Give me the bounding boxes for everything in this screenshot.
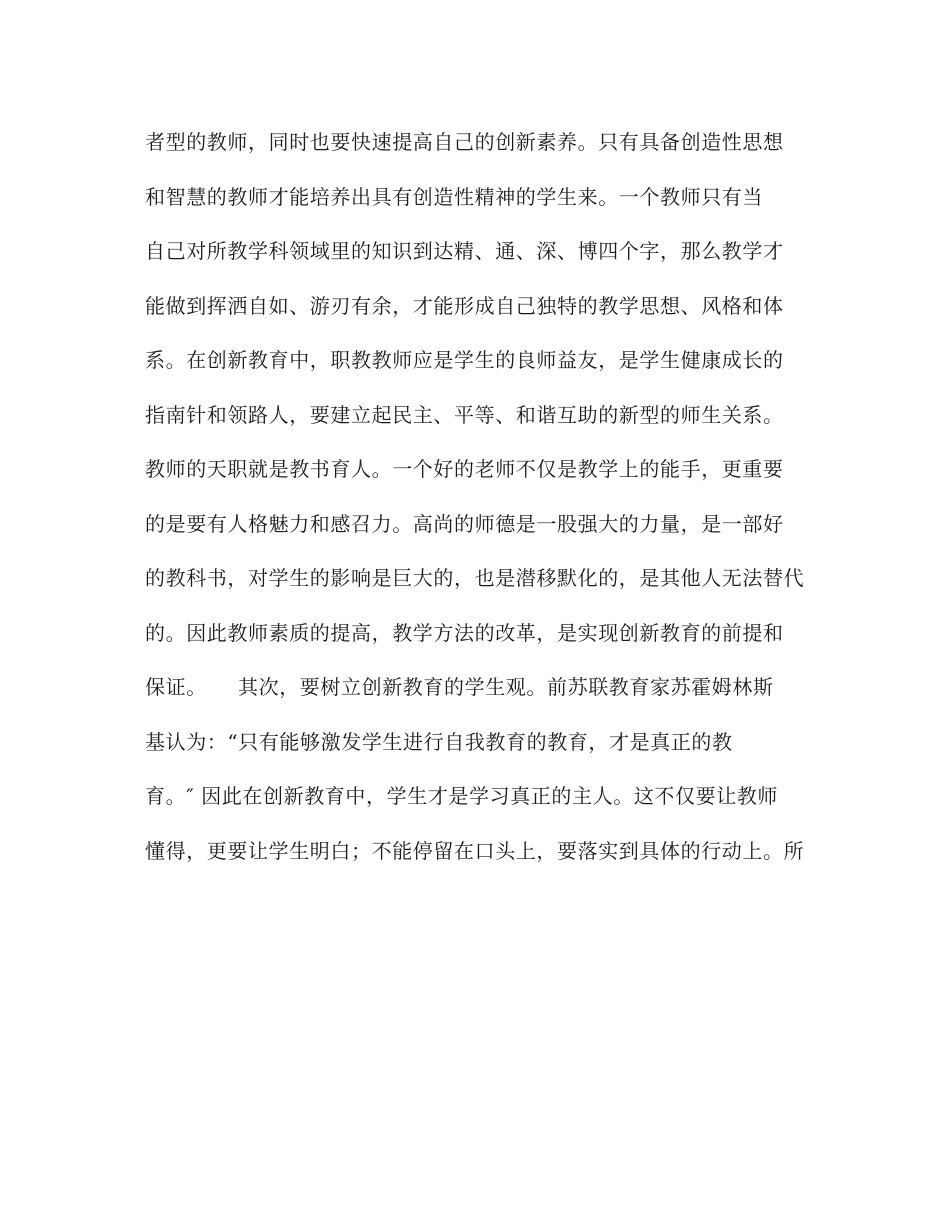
text-line: 自己对所教学科领域里的知识到达精、通、深、博四个字，那么教学才 bbox=[145, 239, 784, 263]
text-line: 的是要有人格魅力和感召力。高尚的师德是一股强大的力量，是一部好 bbox=[145, 511, 784, 536]
text-line: 指南针和领路人，要建立起民主、平等、和谐互助的新型的师生关系。 bbox=[145, 402, 784, 427]
text-line: 教师的天职就是教书育人。一个好的老师不仅是教学上的能手，更重要 bbox=[145, 457, 784, 481]
text-line: 和智慧的教师才能培养出具有创造性精神的学生来。一个教师只有当 bbox=[145, 184, 763, 209]
text-line: 者型的教师，同时也要快速提高自己的创新素养。只有具备创造性思想 bbox=[145, 130, 784, 154]
text-line: 的教科书，对学生的影响是巨大的，也是潜移默化的，是其他人无法替代 bbox=[145, 566, 805, 590]
text-line: 育。″ 因此在创新教育中，学生才是学习真正的主人。这不仅要让教师 bbox=[145, 784, 779, 808]
body-text bbox=[145, 120, 815, 883]
text-line: 能做到挥洒自如、游刃有余，才能形成自己独特的教学思想、风格和体 bbox=[145, 293, 784, 318]
text-line: 基认为：“只有能够激发学生进行自我教育的教育，才是真正的教 bbox=[145, 729, 733, 754]
text-line: 保证。 其次，要树立创新教育的学生观。前苏联教育家苏霍姆林斯 bbox=[145, 675, 774, 699]
text-line: 的。因此教师素质的提高，教学方法的改革，是实现创新教育的前提和 bbox=[145, 620, 784, 645]
text-line: 懂得，更要让学生明白；不能停留在口头上，要落实到具体的行动上。所 bbox=[145, 838, 805, 863]
text-line: 系。在创新教育中，职教教师应是学生的良师益友，是学生健康成长的 bbox=[145, 348, 784, 372]
